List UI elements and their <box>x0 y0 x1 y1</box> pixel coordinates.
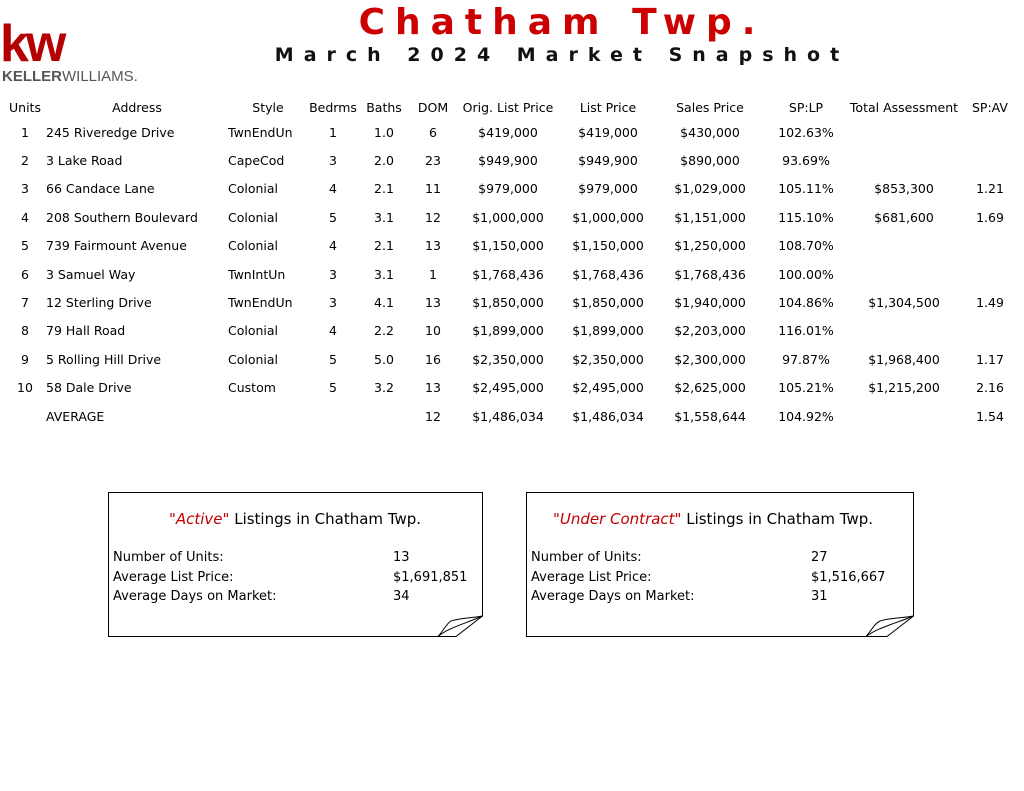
table-row <box>4 203 1020 231</box>
cell-baths: 2.1 <box>374 238 394 254</box>
average-empty <box>228 402 308 430</box>
cell-dom: 11 <box>425 181 441 197</box>
cell-baths: 2.1 <box>374 181 394 197</box>
average-empty <box>308 402 358 430</box>
cell-assess <box>848 118 960 146</box>
col-header: Style <box>252 99 284 115</box>
cell-list: $1,850,000 <box>572 295 644 311</box>
cell-style: CapeCod <box>228 153 285 169</box>
cell-orig: $1,000,000 <box>472 209 544 225</box>
cell-splp: 97.87% <box>782 351 830 367</box>
cell-assess: $1,215,200 <box>868 380 940 396</box>
col-header: Orig. List Price <box>462 99 554 115</box>
active-listings-card <box>108 492 482 636</box>
col-header: List Price <box>579 99 637 115</box>
cell-spav <box>960 260 1020 288</box>
cell-baths: 4.1 <box>374 295 394 311</box>
cell-spav <box>960 146 1020 174</box>
cell-address: 58 Dale Drive <box>46 380 132 396</box>
cell-dom: 16 <box>425 351 441 367</box>
cell-unit: 9 <box>21 351 29 367</box>
cell-orig: $1,768,436 <box>472 266 544 282</box>
cell-unit: 8 <box>21 323 29 339</box>
cell-splp: 100.00% <box>778 266 834 282</box>
cell-assess: $853,300 <box>874 181 934 197</box>
cell-orig: $1,899,000 <box>472 323 544 339</box>
cell-assess <box>848 146 960 174</box>
cell-splp: 104.86% <box>778 295 834 311</box>
cell-sales: $1,940,000 <box>674 295 746 311</box>
cell-style: Colonial <box>228 351 279 367</box>
cell-bedrms: 5 <box>329 380 337 396</box>
cell-splp: 108.70% <box>778 238 834 254</box>
cell-dom: 13 <box>425 295 441 311</box>
page-subtitle: March 2024 Market Snapshot <box>274 44 850 66</box>
contract-price-row: Average List Price: $1,516,667 <box>531 569 886 585</box>
under-contract-card <box>526 492 900 636</box>
cell-orig: $1,150,000 <box>472 238 544 254</box>
cell-assess <box>848 260 960 288</box>
cell-unit: 4 <box>21 209 29 225</box>
cell-style: Colonial <box>228 181 279 197</box>
table-row <box>4 374 1020 402</box>
cell-dom: 13 <box>425 238 441 254</box>
table-row <box>4 317 1020 345</box>
cell-spav: 1.69 <box>976 209 1004 225</box>
cell-splp: 105.11% <box>778 181 834 197</box>
cell-orig: $949,900 <box>478 153 538 169</box>
cell-style: Colonial <box>228 238 279 254</box>
cell-style: TwnIntUn <box>228 266 286 282</box>
cell-list: $979,000 <box>578 181 638 197</box>
cell-address: 3 Samuel Way <box>46 266 136 282</box>
cell-dom: 23 <box>425 153 441 169</box>
sales-table <box>4 96 1020 430</box>
cell-bedrms: 1 <box>329 124 337 140</box>
cell-unit: 10 <box>17 380 33 396</box>
cell-list: $419,000 <box>578 124 638 140</box>
cell-baths: 5.0 <box>374 351 394 367</box>
average-splp: 104.92% <box>778 408 834 424</box>
cell-assess: $681,600 <box>874 209 934 225</box>
table-row <box>4 345 1020 373</box>
average-spav: 1.54 <box>976 408 1004 424</box>
cell-baths: 3.2 <box>374 380 394 396</box>
cell-spav <box>960 232 1020 260</box>
col-header: Units <box>9 99 41 115</box>
contract-card-heading: "Under Contract" Listings in Chatham Twp. <box>552 510 874 528</box>
contract-units-row: Number of Units: 27 <box>531 550 828 565</box>
cell-dom: 10 <box>425 323 441 339</box>
cell-bedrms: 3 <box>329 266 337 282</box>
cell-orig: $2,350,000 <box>472 351 544 367</box>
col-header: Address <box>112 99 162 115</box>
col-header: SP:LP <box>788 99 824 115</box>
cell-dom: 12 <box>425 209 441 225</box>
cell-style: TwnEndUn <box>228 124 293 140</box>
cell-unit: 1 <box>21 124 29 140</box>
table-row <box>4 260 1020 288</box>
kw-mark: kw <box>0 15 64 73</box>
cell-sales: $430,000 <box>680 124 740 140</box>
cell-bedrms: 4 <box>329 181 337 197</box>
cell-splp: 102.63% <box>778 124 834 140</box>
average-list: $1,486,034 <box>572 408 644 424</box>
active-dom-row: Average Days on Market: 34 <box>113 589 410 604</box>
table-row <box>4 146 1020 174</box>
active-units-row: Number of Units: 13 <box>113 550 410 565</box>
cell-orig: $979,000 <box>478 181 538 197</box>
cell-spav <box>960 317 1020 345</box>
average-row <box>4 402 1020 430</box>
cell-sales: $2,625,000 <box>674 380 746 396</box>
average-label: AVERAGE <box>46 408 105 424</box>
cell-address: 12 Sterling Drive <box>46 295 152 311</box>
cell-dom: 1 <box>429 266 437 282</box>
cell-sales: $1,250,000 <box>674 238 746 254</box>
cell-sales: $2,300,000 <box>674 351 746 367</box>
cell-sales: $2,203,000 <box>674 323 746 339</box>
average-orig: $1,486,034 <box>472 408 544 424</box>
cell-list: $2,350,000 <box>572 351 644 367</box>
cell-spav: 1.49 <box>976 295 1004 311</box>
cell-style: Custom <box>228 380 276 396</box>
cell-list: $949,900 <box>578 153 638 169</box>
cell-address: 5 Rolling Hill Drive <box>46 351 162 367</box>
cell-dom: 6 <box>429 124 437 140</box>
cell-list: $1,768,436 <box>572 266 644 282</box>
cell-address: 739 Fairmount Avenue <box>46 238 187 254</box>
cell-assess <box>848 232 960 260</box>
cell-style: TwnEndUn <box>228 295 293 311</box>
cell-list: $1,000,000 <box>572 209 644 225</box>
cell-dom: 13 <box>425 380 441 396</box>
cell-baths: 3.1 <box>374 266 394 282</box>
cell-sales: $1,151,000 <box>674 209 746 225</box>
cell-list: $2,495,000 <box>572 380 644 396</box>
cell-baths: 1.0 <box>374 124 394 140</box>
average-empty <box>848 402 960 430</box>
cell-bedrms: 3 <box>329 295 337 311</box>
cell-orig: $419,000 <box>478 124 538 140</box>
average-empty <box>4 402 46 430</box>
cell-splp: 115.10% <box>778 209 834 225</box>
cell-splp: 116.01% <box>778 323 834 339</box>
contract-dom-row: Average Days on Market: 31 <box>531 589 828 604</box>
col-header: DOM <box>417 99 449 115</box>
cell-spav: 2.16 <box>976 380 1004 396</box>
col-header: Baths <box>366 99 402 115</box>
cell-style: Colonial <box>228 323 279 339</box>
cell-sales: $1,768,436 <box>674 266 746 282</box>
col-header: Bedrms <box>309 99 357 115</box>
table-header-row <box>4 96 1020 118</box>
cell-address: 66 Candace Lane <box>46 181 155 197</box>
cell-orig: $2,495,000 <box>472 380 544 396</box>
cell-splp: 105.21% <box>778 380 834 396</box>
cell-sales: $890,000 <box>680 153 740 169</box>
table-row <box>4 175 1020 203</box>
table-row <box>4 118 1020 146</box>
col-header: SP:AV <box>972 99 1008 115</box>
cell-address: 208 Southern Boulevard <box>46 209 198 225</box>
table-row <box>4 288 1020 316</box>
col-header: Sales Price <box>676 99 744 115</box>
cell-sales: $1,029,000 <box>674 181 746 197</box>
active-price-row: Average List Price: $1,691,851 <box>113 569 468 585</box>
cell-bedrms: 3 <box>329 153 337 169</box>
cell-assess <box>848 317 960 345</box>
cell-baths: 3.1 <box>374 209 394 225</box>
average-sales: $1,558,644 <box>674 408 746 424</box>
col-header: Total Assessment <box>849 99 959 115</box>
average-empty <box>358 402 410 430</box>
cell-list: $1,899,000 <box>572 323 644 339</box>
cell-unit: 6 <box>21 266 29 282</box>
cell-orig: $1,850,000 <box>472 295 544 311</box>
cell-bedrms: 5 <box>329 351 337 367</box>
cell-bedrms: 5 <box>329 209 337 225</box>
cell-assess: $1,304,500 <box>868 295 940 311</box>
cell-baths: 2.2 <box>374 323 394 339</box>
cell-address: 245 Riveredge Drive <box>46 124 175 140</box>
cell-spav: 1.21 <box>976 181 1004 197</box>
cell-spav: 1.17 <box>976 351 1004 367</box>
cell-unit: 2 <box>21 153 29 169</box>
cell-list: $1,150,000 <box>572 238 644 254</box>
cell-splp: 93.69% <box>782 153 830 169</box>
cell-bedrms: 4 <box>329 323 337 339</box>
cell-address: 79 Hall Road <box>46 323 126 339</box>
table-row <box>4 232 1020 260</box>
cell-unit: 7 <box>21 295 29 311</box>
cell-address: 3 Lake Road <box>46 153 123 169</box>
cell-spav <box>960 118 1020 146</box>
cell-style: Colonial <box>228 209 279 225</box>
cell-unit: 5 <box>21 238 29 254</box>
cell-unit: 3 <box>21 181 29 197</box>
average-dom: 12 <box>425 408 441 424</box>
active-card-heading: "Active" Listings in Chatham Twp. <box>168 510 422 528</box>
cell-assess: $1,968,400 <box>868 351 940 367</box>
brand-name: KELLERWILLIAMS. <box>2 68 138 85</box>
cell-baths: 2.0 <box>374 153 394 169</box>
cell-bedrms: 4 <box>329 238 337 254</box>
page-title: Chatham Twp. <box>358 2 766 43</box>
